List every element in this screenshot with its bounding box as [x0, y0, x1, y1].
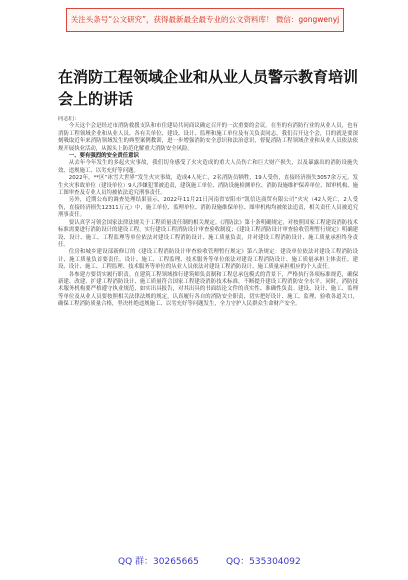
body-paragraph: 住房和城乡建设部新修订的《建设工程消防设计审查验收管理暂行规定》第八条规定：建设单位依法对建设工程消防设计、施工质量负首要责任。设计、施工、工程监理、技术服务等单位依法对建设工程消防设计、施工质量承担主体责任。建设、设计、施工、工程监理、技术服务等单位的从业人员依法对建设工程消防设计、施工质量承担相应的个人责任。	[58, 249, 358, 271]
salutation: 同志们：	[58, 116, 80, 122]
body-paragraph: 2022年，**区“冰雪大世界”发生火灾事故，造成4人死亡，2名消防员牺牲，19人受伤，直接经济损失3057余万元。发生火灾事故单位（建设单位）9人涉嫌犯罪被追责，建筑施工单位、消防设施检测单位、消防设施维护保养单位、图审机构、施工图审查及专业人员均被依法追究刑事责任。	[58, 175, 358, 197]
section-heading: 一、要有强烈的安全责任意识	[68, 153, 139, 160]
document-body	[58, 116, 358, 544]
promo-banner-text: 关注头条号“公文研究”，获得最新最全最专业的公文资料库！ 微信：gongwenyj	[70, 15, 340, 24]
body-paragraph: 另外，近期公布的调查处理结果显示，2022年11月21日河南省安阳市“凯信达商贸有限公司”火灾（42人死亡，2人受伤，直接经济损失12311万元）中，施工单位、监理单位、消防设施维保单位、图审机构均被依法追责，相关责任人员被追究刑事责任。	[58, 197, 358, 219]
document-title: 在消防工程领域企业和从业人员警示教育培训会上的讲话	[58, 68, 359, 108]
body-paragraph: 从去年今年发生的多起火灾事故，我们切身感受了火灾造成的重大人员伤亡和巨大财产损失，以及暴露出的消防设施失效、违规施工、以劣充好等问题。	[58, 160, 358, 174]
contact-footer	[0, 554, 408, 570]
qq-number: QQ：535304092	[226, 557, 301, 567]
qq-group-number: QQ 群：30265665	[118, 557, 199, 567]
promo-banner	[66, 8, 344, 32]
body-paragraph: 各参建方要切实履行职责。在建筑工程领域推行建筑师负责制和工程总承包模式的背景下，严格执行各项标准规范，确保新建、改建、扩建工程消防设计、施工质量符合国家工程建设消防技术标准，不断提升建设工程消防安全水平。同时，消防技术服务机构要严格遵守执业规范，如实出具报告，对其出具的书面结论文件的真实性、准确性负责。建设、设计、施工、监理等单位及从业人员要按照相关法律法规的规定，认真履行各自的消防安全职责，切实把好设计、施工、监理、验收各道关口，确保工程消防质量合格，坚决杜绝违规施工、以劣充好等问题发生，全力守护人民群众生命财产安全。	[58, 271, 358, 308]
body-paragraph: 要认真学习领会国家法律法规关于工程质量责任制的相关规定。《消防法》第十条明确规定，对按照国家工程建设消防技术标准需要进行消防设计的建设工程，实行建设工程消防设计审查验收制度；《建设工程消防设计审查验收管理暂行规定》明确建设、设计、施工、工程监理等单位依法对建设工程消防设计、施工质量负责，并对建设工程消防设计、施工质量承担终身责任。	[58, 219, 358, 248]
body-paragraph: 今天这个会是经过市消防救援支队和市住建局共同商议确定召开的一次重要的会议。在坐的有消防行业的从业人员，也有消防工程领域企业和从业人员、各有关单位、建设、设计、监理和施工单位及有关负责同志。我们召开这个会，目的就是要深刻吸取近年来消防领域发生的典型案例教训，进一步增强消防安全意识和法治意识，督促消防工程领域企业和从业人员依法依规开展执业活动，从源头上防范化解重大消防安全风险。	[58, 123, 358, 152]
